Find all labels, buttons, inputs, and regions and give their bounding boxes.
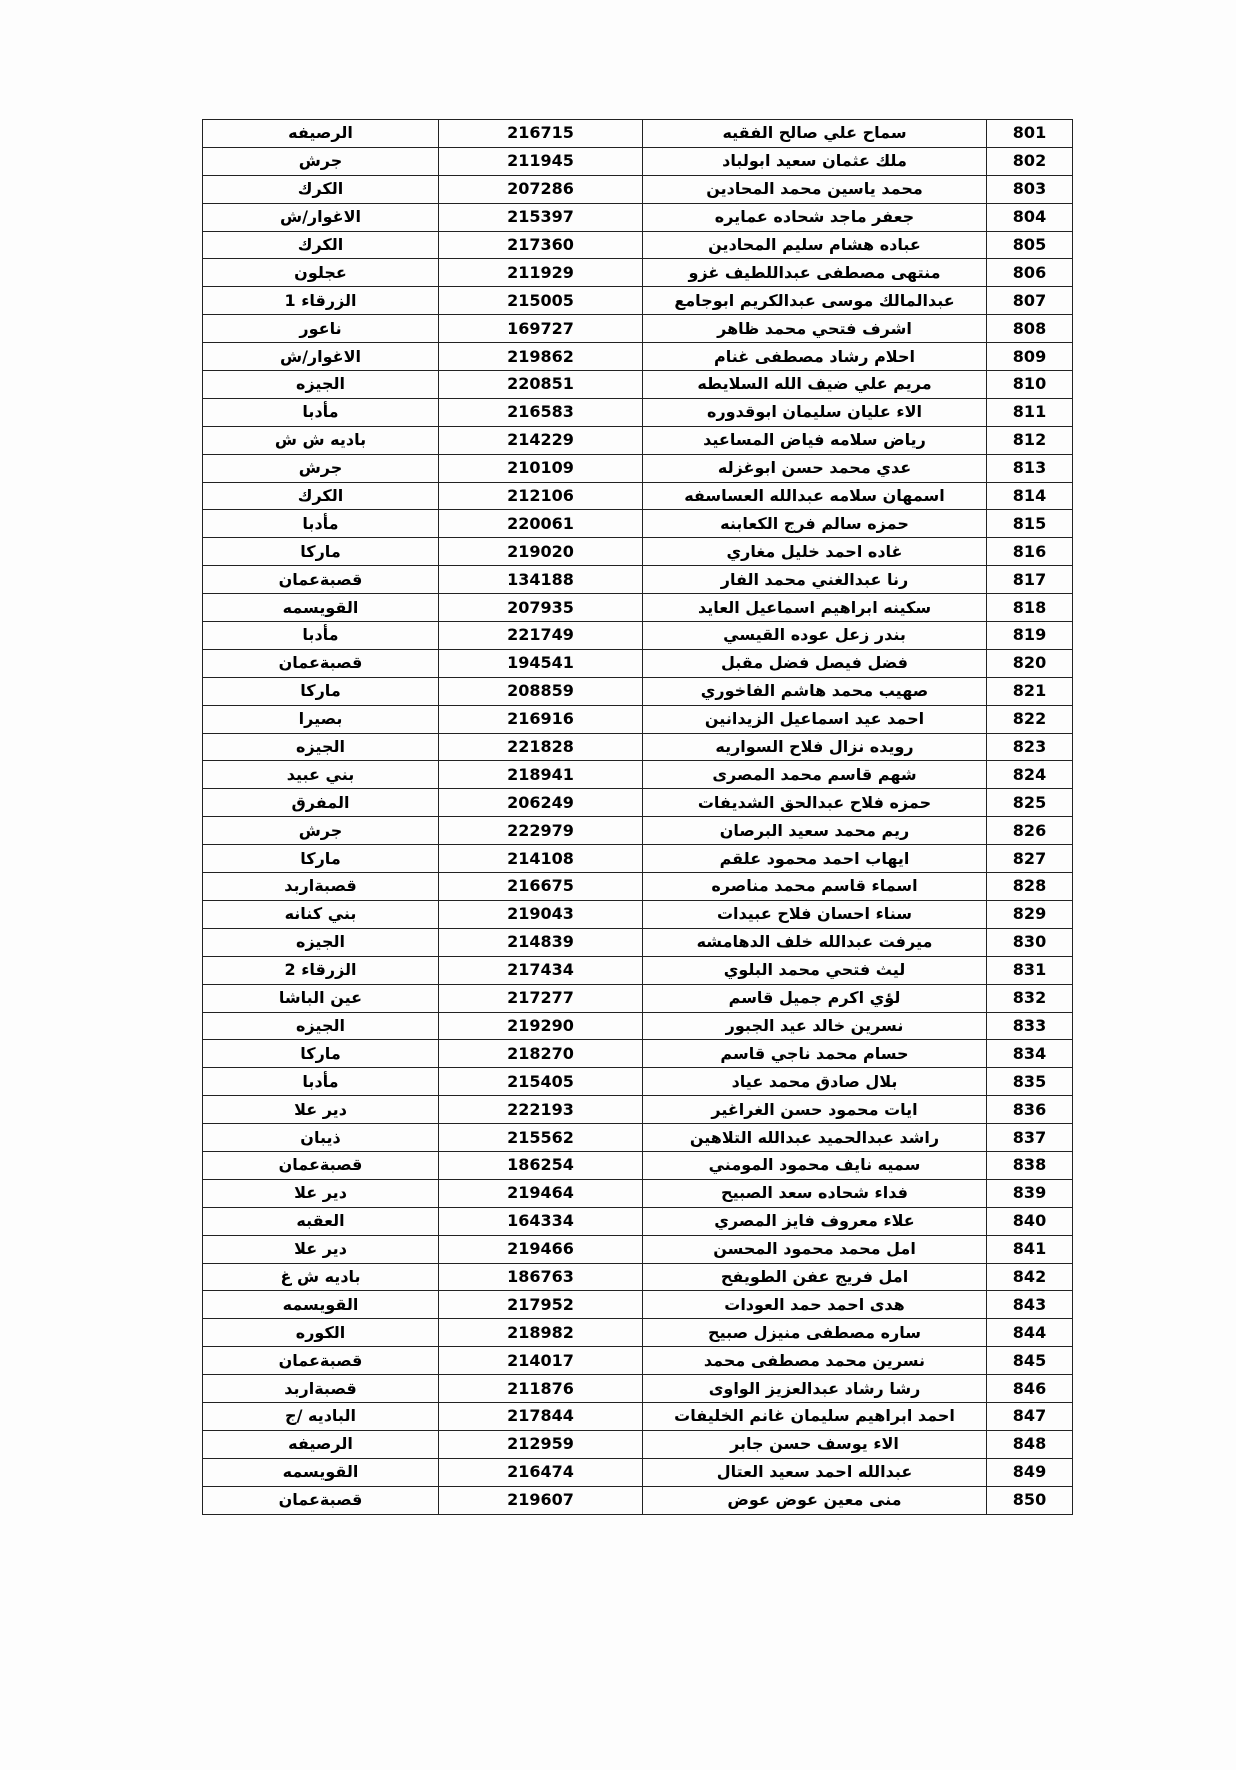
row-number-cell: 839 — [987, 1179, 1073, 1207]
area-cell: العقبه — [203, 1207, 439, 1235]
table-row — [203, 900, 1073, 928]
area-cell: قصبةعمان — [203, 1486, 439, 1514]
name-cell: بندر زعل عوده القيسي — [643, 622, 987, 650]
id-number-cell: 216916 — [439, 705, 643, 733]
area-cell: بني عبيد — [203, 761, 439, 789]
row-number-cell: 838 — [987, 1151, 1073, 1179]
table-row — [203, 287, 1073, 315]
area-cell: عين الباشا — [203, 984, 439, 1012]
area-cell: الرصيفه — [203, 1430, 439, 1458]
id-number-cell: 214017 — [439, 1347, 643, 1375]
area-cell: القويسمه — [203, 1458, 439, 1486]
row-number-cell: 830 — [987, 928, 1073, 956]
row-number-cell: 810 — [987, 371, 1073, 399]
table-row — [203, 231, 1073, 259]
area-cell: ناعور — [203, 315, 439, 343]
id-number-cell: 214229 — [439, 426, 643, 454]
row-number-cell: 820 — [987, 649, 1073, 677]
row-number-cell: 813 — [987, 454, 1073, 482]
table-row — [203, 1179, 1073, 1207]
row-number-cell: 803 — [987, 175, 1073, 203]
table-row — [203, 622, 1073, 650]
row-number-cell: 816 — [987, 538, 1073, 566]
name-cell: عدي محمد حسن ابوغزله — [643, 454, 987, 482]
row-number-cell: 805 — [987, 231, 1073, 259]
id-number-cell: 220851 — [439, 371, 643, 399]
area-cell: الجيزه — [203, 733, 439, 761]
name-cell: سماح علي صالح الفقيه — [643, 120, 987, 148]
id-number-cell: 217360 — [439, 231, 643, 259]
row-number-cell: 829 — [987, 900, 1073, 928]
table-row — [203, 343, 1073, 371]
table-row — [203, 1040, 1073, 1068]
id-number-cell: 216715 — [439, 120, 643, 148]
row-number-cell: 812 — [987, 426, 1073, 454]
table-row — [203, 817, 1073, 845]
area-cell: الجيزه — [203, 928, 439, 956]
id-number-cell: 215397 — [439, 203, 643, 231]
row-number-cell: 849 — [987, 1458, 1073, 1486]
candidates-table — [202, 119, 1073, 1515]
name-cell: غاده احمد خليل مغاري — [643, 538, 987, 566]
table-row — [203, 566, 1073, 594]
name-cell: راشد عبدالحميد عبدالله التلاهين — [643, 1124, 987, 1152]
id-number-cell: 217277 — [439, 984, 643, 1012]
id-number-cell: 219020 — [439, 538, 643, 566]
area-cell: الكرك — [203, 175, 439, 203]
id-number-cell: 211876 — [439, 1375, 643, 1403]
name-cell: ملك عثمان سعيد ابولباد — [643, 147, 987, 175]
row-number-cell: 828 — [987, 873, 1073, 901]
row-number-cell: 809 — [987, 343, 1073, 371]
name-cell: حمزه سالم فرج الكعابنه — [643, 510, 987, 538]
area-cell: جرش — [203, 147, 439, 175]
id-number-cell: 215005 — [439, 287, 643, 315]
table-row — [203, 426, 1073, 454]
row-number-cell: 844 — [987, 1319, 1073, 1347]
table-row — [203, 984, 1073, 1012]
area-cell: مأدبا — [203, 1068, 439, 1096]
row-number-cell: 836 — [987, 1096, 1073, 1124]
id-number-cell: 219862 — [439, 343, 643, 371]
name-cell: رويده نزال فلاح السواريه — [643, 733, 987, 761]
table-row — [203, 1124, 1073, 1152]
name-cell: شهم قاسم محمد المصرى — [643, 761, 987, 789]
row-number-cell: 801 — [987, 120, 1073, 148]
table-row — [203, 398, 1073, 426]
area-cell: الكرك — [203, 482, 439, 510]
name-cell: اسماء قاسم محمد مناصره — [643, 873, 987, 901]
row-number-cell: 837 — [987, 1124, 1073, 1152]
name-cell: منتهى مصطفى عبداللطيف غزو — [643, 259, 987, 287]
area-cell: قصبةاربد — [203, 873, 439, 901]
name-cell: مريم علي ضيف الله السلايطه — [643, 371, 987, 399]
area-cell: الجيزه — [203, 1012, 439, 1040]
id-number-cell: 217434 — [439, 956, 643, 984]
row-number-cell: 832 — [987, 984, 1073, 1012]
area-cell: قصبةاربد — [203, 1375, 439, 1403]
id-number-cell: 210109 — [439, 454, 643, 482]
row-number-cell: 831 — [987, 956, 1073, 984]
id-number-cell: 222979 — [439, 817, 643, 845]
id-number-cell: 208859 — [439, 677, 643, 705]
row-number-cell: 847 — [987, 1402, 1073, 1430]
table-row — [203, 259, 1073, 287]
area-cell: ماركا — [203, 845, 439, 873]
row-number-cell: 824 — [987, 761, 1073, 789]
row-number-cell: 804 — [987, 203, 1073, 231]
area-cell: قصبةعمان — [203, 649, 439, 677]
id-number-cell: 134188 — [439, 566, 643, 594]
table-row — [203, 1486, 1073, 1514]
row-number-cell: 811 — [987, 398, 1073, 426]
name-cell: ميرفت عبدالله خلف الدهامشه — [643, 928, 987, 956]
row-number-cell: 808 — [987, 315, 1073, 343]
name-cell: منى معين عوض عوض — [643, 1486, 987, 1514]
row-number-cell: 827 — [987, 845, 1073, 873]
area-cell: عجلون — [203, 259, 439, 287]
area-cell: باديه ش غ — [203, 1263, 439, 1291]
area-cell: القويسمه — [203, 594, 439, 622]
row-number-cell: 802 — [987, 147, 1073, 175]
area-cell: الباديه /ج — [203, 1402, 439, 1430]
table-row — [203, 928, 1073, 956]
area-cell: قصبةعمان — [203, 566, 439, 594]
id-number-cell: 211929 — [439, 259, 643, 287]
table-row — [203, 1068, 1073, 1096]
name-cell: حمزه فلاح عبدالحق الشديفات — [643, 789, 987, 817]
id-number-cell: 216675 — [439, 873, 643, 901]
row-number-cell: 817 — [987, 566, 1073, 594]
area-cell: الكرك — [203, 231, 439, 259]
row-number-cell: 834 — [987, 1040, 1073, 1068]
name-cell: الاء عليان سليمان ابوقدوره — [643, 398, 987, 426]
name-cell: حسام محمد ناجي قاسم — [643, 1040, 987, 1068]
area-cell: ماركا — [203, 1040, 439, 1068]
id-number-cell: 219464 — [439, 1179, 643, 1207]
id-number-cell: 169727 — [439, 315, 643, 343]
row-number-cell: 843 — [987, 1291, 1073, 1319]
name-cell: امل محمد محمود المحسن — [643, 1235, 987, 1263]
row-number-cell: 814 — [987, 482, 1073, 510]
table-row — [203, 510, 1073, 538]
id-number-cell: 216583 — [439, 398, 643, 426]
row-number-cell: 841 — [987, 1235, 1073, 1263]
row-number-cell: 807 — [987, 287, 1073, 315]
area-cell: دير علا — [203, 1235, 439, 1263]
table-row — [203, 761, 1073, 789]
name-cell: علاء معروف فايز المصري — [643, 1207, 987, 1235]
id-number-cell: 186763 — [439, 1263, 643, 1291]
table-row — [203, 538, 1073, 566]
area-cell: دير علا — [203, 1096, 439, 1124]
name-cell: رنا عبدالغني محمد الفار — [643, 566, 987, 594]
name-cell: هدى احمد حمد العودات — [643, 1291, 987, 1319]
table-row — [203, 203, 1073, 231]
table-row — [203, 1347, 1073, 1375]
id-number-cell: 207286 — [439, 175, 643, 203]
row-number-cell: 806 — [987, 259, 1073, 287]
area-cell: ماركا — [203, 677, 439, 705]
table-row — [203, 873, 1073, 901]
area-cell: قصبةعمان — [203, 1151, 439, 1179]
id-number-cell: 221749 — [439, 622, 643, 650]
table-row — [203, 1012, 1073, 1040]
name-cell: سكينه ابراهيم اسماعيل العايد — [643, 594, 987, 622]
table-row — [203, 649, 1073, 677]
name-cell: احمد عيد اسماعيل الزيدانين — [643, 705, 987, 733]
id-number-cell: 214108 — [439, 845, 643, 873]
area-cell: الكوره — [203, 1319, 439, 1347]
table-body — [203, 120, 1073, 1515]
name-cell: نسرين خالد عيد الجبور — [643, 1012, 987, 1040]
area-cell: بصيرا — [203, 705, 439, 733]
table-row — [203, 1375, 1073, 1403]
name-cell: اشرف فتحي محمد ظاهر — [643, 315, 987, 343]
area-cell: دير علا — [203, 1179, 439, 1207]
id-number-cell: 219466 — [439, 1235, 643, 1263]
area-cell: جرش — [203, 454, 439, 482]
area-cell: الزرقاء 1 — [203, 287, 439, 315]
table-row — [203, 1291, 1073, 1319]
name-cell: احلام رشاد مصطفى غنام — [643, 343, 987, 371]
id-number-cell: 217952 — [439, 1291, 643, 1319]
row-number-cell: 845 — [987, 1347, 1073, 1375]
table-row — [203, 733, 1073, 761]
row-number-cell: 848 — [987, 1430, 1073, 1458]
id-number-cell: 221828 — [439, 733, 643, 761]
id-number-cell: 216474 — [439, 1458, 643, 1486]
id-number-cell: 215562 — [439, 1124, 643, 1152]
table-row — [203, 677, 1073, 705]
name-cell: رشا رشاد عبدالعزيز الواوى — [643, 1375, 987, 1403]
name-cell: ريم محمد سعيد البرصان — [643, 817, 987, 845]
table-row — [203, 482, 1073, 510]
area-cell: مأدبا — [203, 510, 439, 538]
area-cell: باديه ش ش — [203, 426, 439, 454]
id-number-cell: 218982 — [439, 1319, 643, 1347]
id-number-cell: 212959 — [439, 1430, 643, 1458]
table-row — [203, 1235, 1073, 1263]
row-number-cell: 815 — [987, 510, 1073, 538]
name-cell: فضل فيصل فضل مقبل — [643, 649, 987, 677]
area-cell: الزرقاء 2 — [203, 956, 439, 984]
name-cell: ليث فتحي محمد البلوي — [643, 956, 987, 984]
table-row — [203, 120, 1073, 148]
name-cell: احمد ابراهيم سليمان غانم الخليفات — [643, 1402, 987, 1430]
area-cell: مأدبا — [203, 398, 439, 426]
id-number-cell: 207935 — [439, 594, 643, 622]
name-cell: سميه نايف محمود المومني — [643, 1151, 987, 1179]
table-row — [203, 1430, 1073, 1458]
id-number-cell: 212106 — [439, 482, 643, 510]
name-cell: نسرين محمد مصطفى محمد — [643, 1347, 987, 1375]
row-number-cell: 850 — [987, 1486, 1073, 1514]
id-number-cell: 211945 — [439, 147, 643, 175]
id-number-cell: 214839 — [439, 928, 643, 956]
table-row — [203, 175, 1073, 203]
name-cell: ساره مصطفى منيزل صبيح — [643, 1319, 987, 1347]
table-row — [203, 956, 1073, 984]
name-cell: محمد ياسين محمد المحادين — [643, 175, 987, 203]
id-number-cell: 218941 — [439, 761, 643, 789]
table-row — [203, 147, 1073, 175]
row-number-cell: 826 — [987, 817, 1073, 845]
area-cell: القويسمه — [203, 1291, 439, 1319]
row-number-cell: 819 — [987, 622, 1073, 650]
name-cell: جعفر ماجد شحاده عمايره — [643, 203, 987, 231]
table-row — [203, 594, 1073, 622]
area-cell: مأدبا — [203, 622, 439, 650]
table-row — [203, 1263, 1073, 1291]
id-number-cell: 217844 — [439, 1402, 643, 1430]
name-cell: الاء يوسف حسن جابر — [643, 1430, 987, 1458]
row-number-cell: 846 — [987, 1375, 1073, 1403]
table-row — [203, 454, 1073, 482]
table-row — [203, 1096, 1073, 1124]
area-cell: بني كنانه — [203, 900, 439, 928]
name-cell: ايات محمود حسن الغراغير — [643, 1096, 987, 1124]
name-cell: عباده هشام سليم المحادين — [643, 231, 987, 259]
area-cell: الاغوار/ش — [203, 343, 439, 371]
id-number-cell: 219290 — [439, 1012, 643, 1040]
table-row — [203, 789, 1073, 817]
row-number-cell: 822 — [987, 705, 1073, 733]
name-cell: عبدالمالك موسى عبدالكريم ابوجامع — [643, 287, 987, 315]
table-row — [203, 845, 1073, 873]
id-number-cell: 218270 — [439, 1040, 643, 1068]
id-number-cell: 220061 — [439, 510, 643, 538]
row-number-cell: 818 — [987, 594, 1073, 622]
table-row — [203, 1319, 1073, 1347]
row-number-cell: 823 — [987, 733, 1073, 761]
name-cell: رياض سلامه فياض المساعيد — [643, 426, 987, 454]
table-row — [203, 705, 1073, 733]
area-cell: ماركا — [203, 538, 439, 566]
area-cell: الاغوار/ش — [203, 203, 439, 231]
row-number-cell: 840 — [987, 1207, 1073, 1235]
table-row — [203, 1458, 1073, 1486]
table-row — [203, 371, 1073, 399]
row-number-cell: 821 — [987, 677, 1073, 705]
id-number-cell: 186254 — [439, 1151, 643, 1179]
table-row — [203, 1207, 1073, 1235]
row-number-cell: 833 — [987, 1012, 1073, 1040]
name-cell: عبدالله احمد سعيد العتال — [643, 1458, 987, 1486]
area-cell: الجيزه — [203, 371, 439, 399]
name-cell: لؤي اكرم جميل قاسم — [643, 984, 987, 1012]
area-cell: الرصيفه — [203, 120, 439, 148]
id-number-cell: 206249 — [439, 789, 643, 817]
id-number-cell: 222193 — [439, 1096, 643, 1124]
area-cell: المفرق — [203, 789, 439, 817]
name-cell: بلال صادق محمد عياد — [643, 1068, 987, 1096]
area-cell: جرش — [203, 817, 439, 845]
id-number-cell: 164334 — [439, 1207, 643, 1235]
table-row — [203, 1151, 1073, 1179]
id-number-cell: 194541 — [439, 649, 643, 677]
row-number-cell: 842 — [987, 1263, 1073, 1291]
row-number-cell: 825 — [987, 789, 1073, 817]
name-cell: امل فريج عفن الطويفح — [643, 1263, 987, 1291]
id-number-cell: 215405 — [439, 1068, 643, 1096]
area-cell: قصبةعمان — [203, 1347, 439, 1375]
table-row — [203, 1402, 1073, 1430]
table-row — [203, 315, 1073, 343]
name-cell: سناء احسان فلاح عبيدات — [643, 900, 987, 928]
name-cell: فداء شحاده سعد الصبيح — [643, 1179, 987, 1207]
name-cell: اسمهان سلامه عبدالله العساسفه — [643, 482, 987, 510]
id-number-cell: 219607 — [439, 1486, 643, 1514]
name-cell: صهيب محمد هاشم الفاخوري — [643, 677, 987, 705]
area-cell: ذيبان — [203, 1124, 439, 1152]
name-cell: ايهاب احمد محمود علقم — [643, 845, 987, 873]
row-number-cell: 835 — [987, 1068, 1073, 1096]
id-number-cell: 219043 — [439, 900, 643, 928]
